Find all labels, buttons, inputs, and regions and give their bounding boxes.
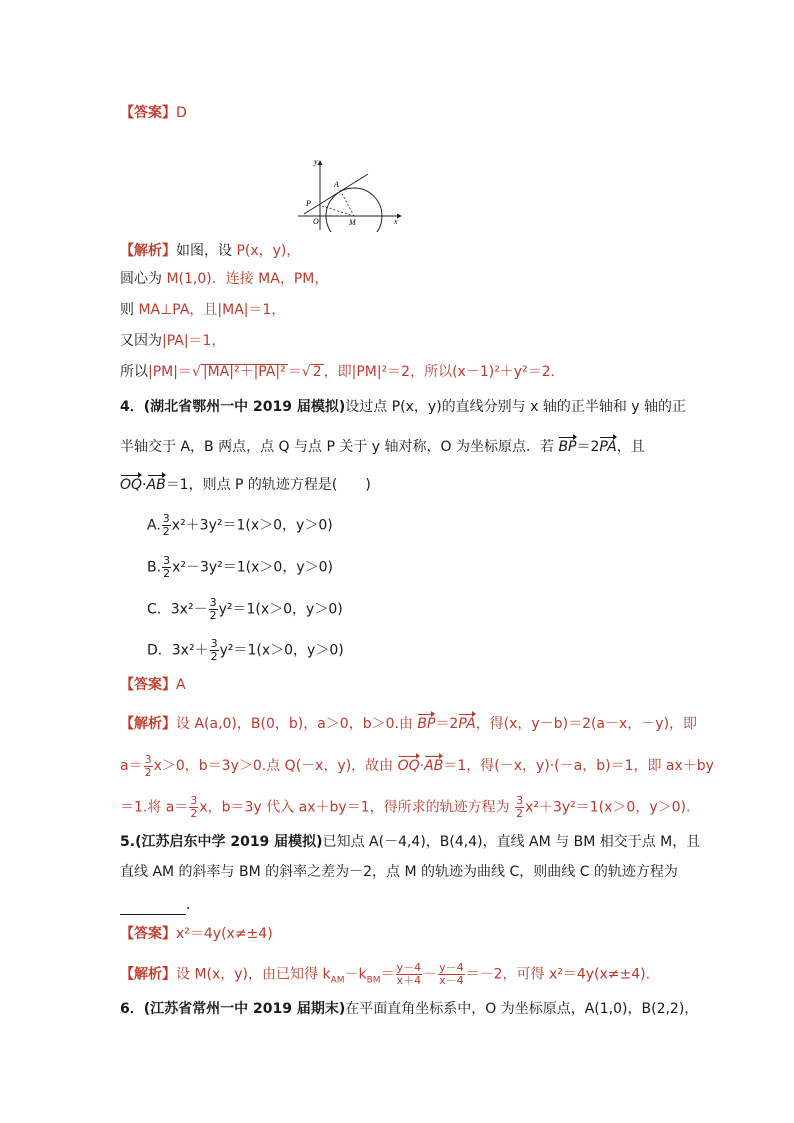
numerator: 3 bbox=[209, 596, 217, 609]
answer-label: 【答案】 bbox=[120, 677, 176, 693]
sqrt-content: 2 bbox=[312, 364, 322, 380]
denominator: 2 bbox=[210, 650, 218, 663]
subscript: AM bbox=[330, 975, 345, 986]
answer-value: D bbox=[176, 105, 187, 121]
numerator: y－4 bbox=[396, 961, 422, 974]
label-M: M bbox=[349, 218, 356, 227]
q4-option-b bbox=[147, 555, 333, 580]
vector-PA: PA bbox=[458, 711, 475, 730]
numerator: 3 bbox=[162, 512, 170, 525]
q5-analysis bbox=[120, 962, 650, 987]
question-text: 直线 AM 的斜率与 BM 的斜率之差为－2，点 M 的轨迹为曲线 C，则曲线 C 的轨迹方程为 bbox=[120, 864, 678, 880]
vector-BP: BP bbox=[558, 434, 576, 453]
q5-answer bbox=[120, 924, 273, 944]
subscript: BM bbox=[366, 975, 381, 986]
q5-line-1 bbox=[120, 832, 700, 852]
math: |PA|＝1， bbox=[162, 333, 226, 349]
numerator: 3 bbox=[144, 752, 152, 766]
q4-option-c bbox=[147, 597, 343, 622]
math-part: ，即|PM|²＝2，所以(x－1)²＋y²＝2. bbox=[323, 364, 556, 380]
label-O: O bbox=[313, 217, 319, 226]
text: 所以 bbox=[120, 364, 148, 380]
solution-text: ，得(x，y－b)＝2(a－x，－y)，即 bbox=[475, 716, 698, 732]
text: 又因为 bbox=[120, 333, 162, 349]
q5-line-2 bbox=[120, 862, 678, 882]
option-text: C．3x²－ bbox=[147, 601, 208, 618]
math: M(1,0)．连接 MA，PM， bbox=[166, 271, 329, 287]
math-part: ＝ bbox=[287, 364, 302, 380]
q4-answer bbox=[120, 675, 186, 695]
fraction bbox=[209, 597, 218, 622]
numerator: y－4 bbox=[439, 961, 464, 974]
answer-line-3 bbox=[120, 103, 187, 123]
fraction bbox=[144, 754, 153, 779]
denominator: 2 bbox=[209, 609, 217, 622]
analysis-label: 【解析】 bbox=[120, 243, 176, 259]
fraction bbox=[162, 513, 171, 538]
question-source: (江苏启东中学 2019 届模拟) bbox=[135, 834, 323, 850]
option-text: y²＝1(x＞0，y＞0) bbox=[219, 642, 344, 659]
text: 如图，设 bbox=[176, 243, 237, 259]
option-text: A. bbox=[147, 517, 161, 534]
option-text: x²－3y²＝1(x＞0，y＞0) bbox=[172, 559, 333, 576]
solution-text: x²＋3y²＝1(x＞0，y＞0). bbox=[525, 799, 691, 816]
vector-AB: AB bbox=[147, 472, 166, 491]
denominator: x＋4 bbox=[396, 974, 422, 987]
fraction bbox=[396, 962, 423, 987]
answer-label: 【答案】 bbox=[120, 926, 176, 942]
question-source: (江苏省常州一中 2019 届期末) bbox=[143, 1001, 346, 1017]
fraction bbox=[438, 962, 465, 987]
q4-line-1 bbox=[120, 397, 686, 417]
q4-analysis-line-3 bbox=[120, 795, 690, 820]
solution-text: a＝ bbox=[120, 758, 143, 774]
denominator: 2 bbox=[190, 807, 198, 820]
question-text: 已知点 A(－4,4)，B(4,4)，直线 AM 与 BM 相交于点 M，且 bbox=[322, 834, 701, 850]
q6-line-1 bbox=[120, 999, 698, 1019]
question-text: ＝1，则点 P 的轨迹方程是( ) bbox=[165, 477, 371, 493]
question-text: ． bbox=[186, 897, 200, 913]
solution-text: 设 A(a,0)，B(0，b)，a＞0，b＞0.由 bbox=[176, 716, 418, 732]
question-number: 6． bbox=[120, 1001, 144, 1017]
question-text: 设过点 P(x，y)的直线分别与 x 轴的正半轴和 y 轴的正 bbox=[345, 399, 687, 415]
vector-PA: PA bbox=[599, 434, 616, 453]
denominator: 2 bbox=[144, 765, 152, 779]
label-A: A bbox=[334, 180, 339, 189]
q4-line-2 bbox=[120, 434, 645, 457]
fraction bbox=[515, 795, 524, 820]
denominator: 2 bbox=[162, 525, 170, 538]
option-text: D．3x²＋ bbox=[147, 642, 209, 659]
numerator: 3 bbox=[163, 554, 171, 567]
denominator: x－4 bbox=[439, 974, 464, 987]
option-text: x²＋3y²＝1(x＞0，y＞0) bbox=[171, 517, 333, 534]
vector-OQ: OQ bbox=[120, 472, 142, 491]
question-source: (湖北省鄂州一中 2019 届模拟) bbox=[143, 399, 346, 415]
vector-BP: BP bbox=[417, 711, 435, 730]
option-text: B. bbox=[147, 559, 162, 576]
numerator: 3 bbox=[210, 637, 218, 650]
solution-text: 设 M(x，y)，由已知得 k bbox=[176, 966, 331, 983]
math: ＝ bbox=[380, 966, 395, 983]
text: 圆心为 bbox=[120, 271, 167, 287]
math: ＝2 bbox=[435, 716, 459, 732]
label-y: y bbox=[314, 158, 318, 166]
math: |PM|＝√ |MA|²＋|PA|² ＝√ 2 ，即|PM|²＝2，所以(x－1)²＋y²＝2. bbox=[148, 364, 556, 380]
analysis-label: 【解析】 bbox=[120, 966, 176, 983]
fraction bbox=[189, 795, 198, 820]
p3-analysis-line-2 bbox=[120, 269, 328, 289]
solution-text: ＝－2，可得 x²＝4y(x≠±4). bbox=[465, 966, 651, 983]
question-text: 在平面直角坐标系中，O 为坐标原点，A(1,0)，B(2,2)， bbox=[345, 1001, 699, 1017]
solution-text: －k bbox=[344, 966, 367, 983]
question-text: 半轴交于 A，B 两点，点 Q 与点 P 关于 y 轴对称，O 为坐标原点．若 bbox=[120, 439, 559, 455]
denominator: 2 bbox=[163, 567, 171, 580]
solution-text: ＝1，得(－x，y)·(－a，b)＝1，即 ax＋by bbox=[443, 758, 714, 774]
solution-text: x，b＝3y 代入 ax＋by＝1，得所求的轨迹方程为 bbox=[199, 799, 515, 816]
q4-line-3 bbox=[120, 472, 371, 495]
math: · bbox=[419, 758, 425, 774]
p3-analysis-line-3 bbox=[120, 300, 285, 320]
question-text: ，且 bbox=[616, 439, 645, 455]
answer-blank bbox=[120, 900, 186, 915]
analysis-label: 【解析】 bbox=[120, 716, 176, 732]
math-part: |PM|＝ bbox=[148, 364, 192, 380]
sqrt-content: |MA|²＋|PA|² bbox=[202, 364, 286, 380]
label-P: P bbox=[306, 199, 311, 208]
vector-AB: AB bbox=[424, 753, 443, 772]
q4-option-d bbox=[147, 638, 344, 663]
p3-analysis-line-1 bbox=[120, 241, 300, 261]
vector-OQ: OQ bbox=[398, 753, 420, 772]
text: 则 bbox=[120, 302, 139, 318]
answer-label: 【答案】 bbox=[120, 105, 176, 121]
q4-analysis-line-1 bbox=[120, 711, 697, 734]
p3-analysis-line-5 bbox=[120, 362, 555, 382]
solution-text: ＝1.将 a＝ bbox=[120, 799, 189, 816]
q4-analysis-line-2 bbox=[120, 753, 714, 779]
x-axis-arrow bbox=[397, 214, 402, 219]
math: · bbox=[142, 477, 147, 493]
denominator: 2 bbox=[516, 807, 524, 820]
math: MA⊥PA，且|MA|＝1， bbox=[138, 302, 286, 318]
fraction bbox=[210, 638, 219, 663]
option-text: y²＝1(x＞0，y＞0) bbox=[218, 601, 343, 618]
p3-analysis-line-4 bbox=[120, 331, 225, 351]
circle-tangent-figure bbox=[296, 158, 406, 232]
math: P(x，y)， bbox=[236, 243, 301, 259]
label-x: x bbox=[394, 217, 398, 226]
numerator: 3 bbox=[190, 794, 198, 807]
answer-value: x²＝4y(x≠±4) bbox=[176, 926, 273, 942]
q4-option-a bbox=[147, 513, 333, 538]
question-number: 5. bbox=[120, 834, 136, 850]
solution-text: x＞0，b＝3y＞0.点 Q(－x，y)，故由 bbox=[153, 758, 398, 774]
math: － bbox=[423, 966, 438, 983]
answer-value: A bbox=[176, 677, 186, 693]
fraction bbox=[162, 555, 171, 580]
numerator: 3 bbox=[516, 794, 524, 807]
math: ＝2 bbox=[576, 439, 600, 455]
question-number: 4． bbox=[120, 399, 144, 415]
q5-line-3 bbox=[120, 895, 200, 915]
y-axis-arrow bbox=[318, 160, 323, 165]
